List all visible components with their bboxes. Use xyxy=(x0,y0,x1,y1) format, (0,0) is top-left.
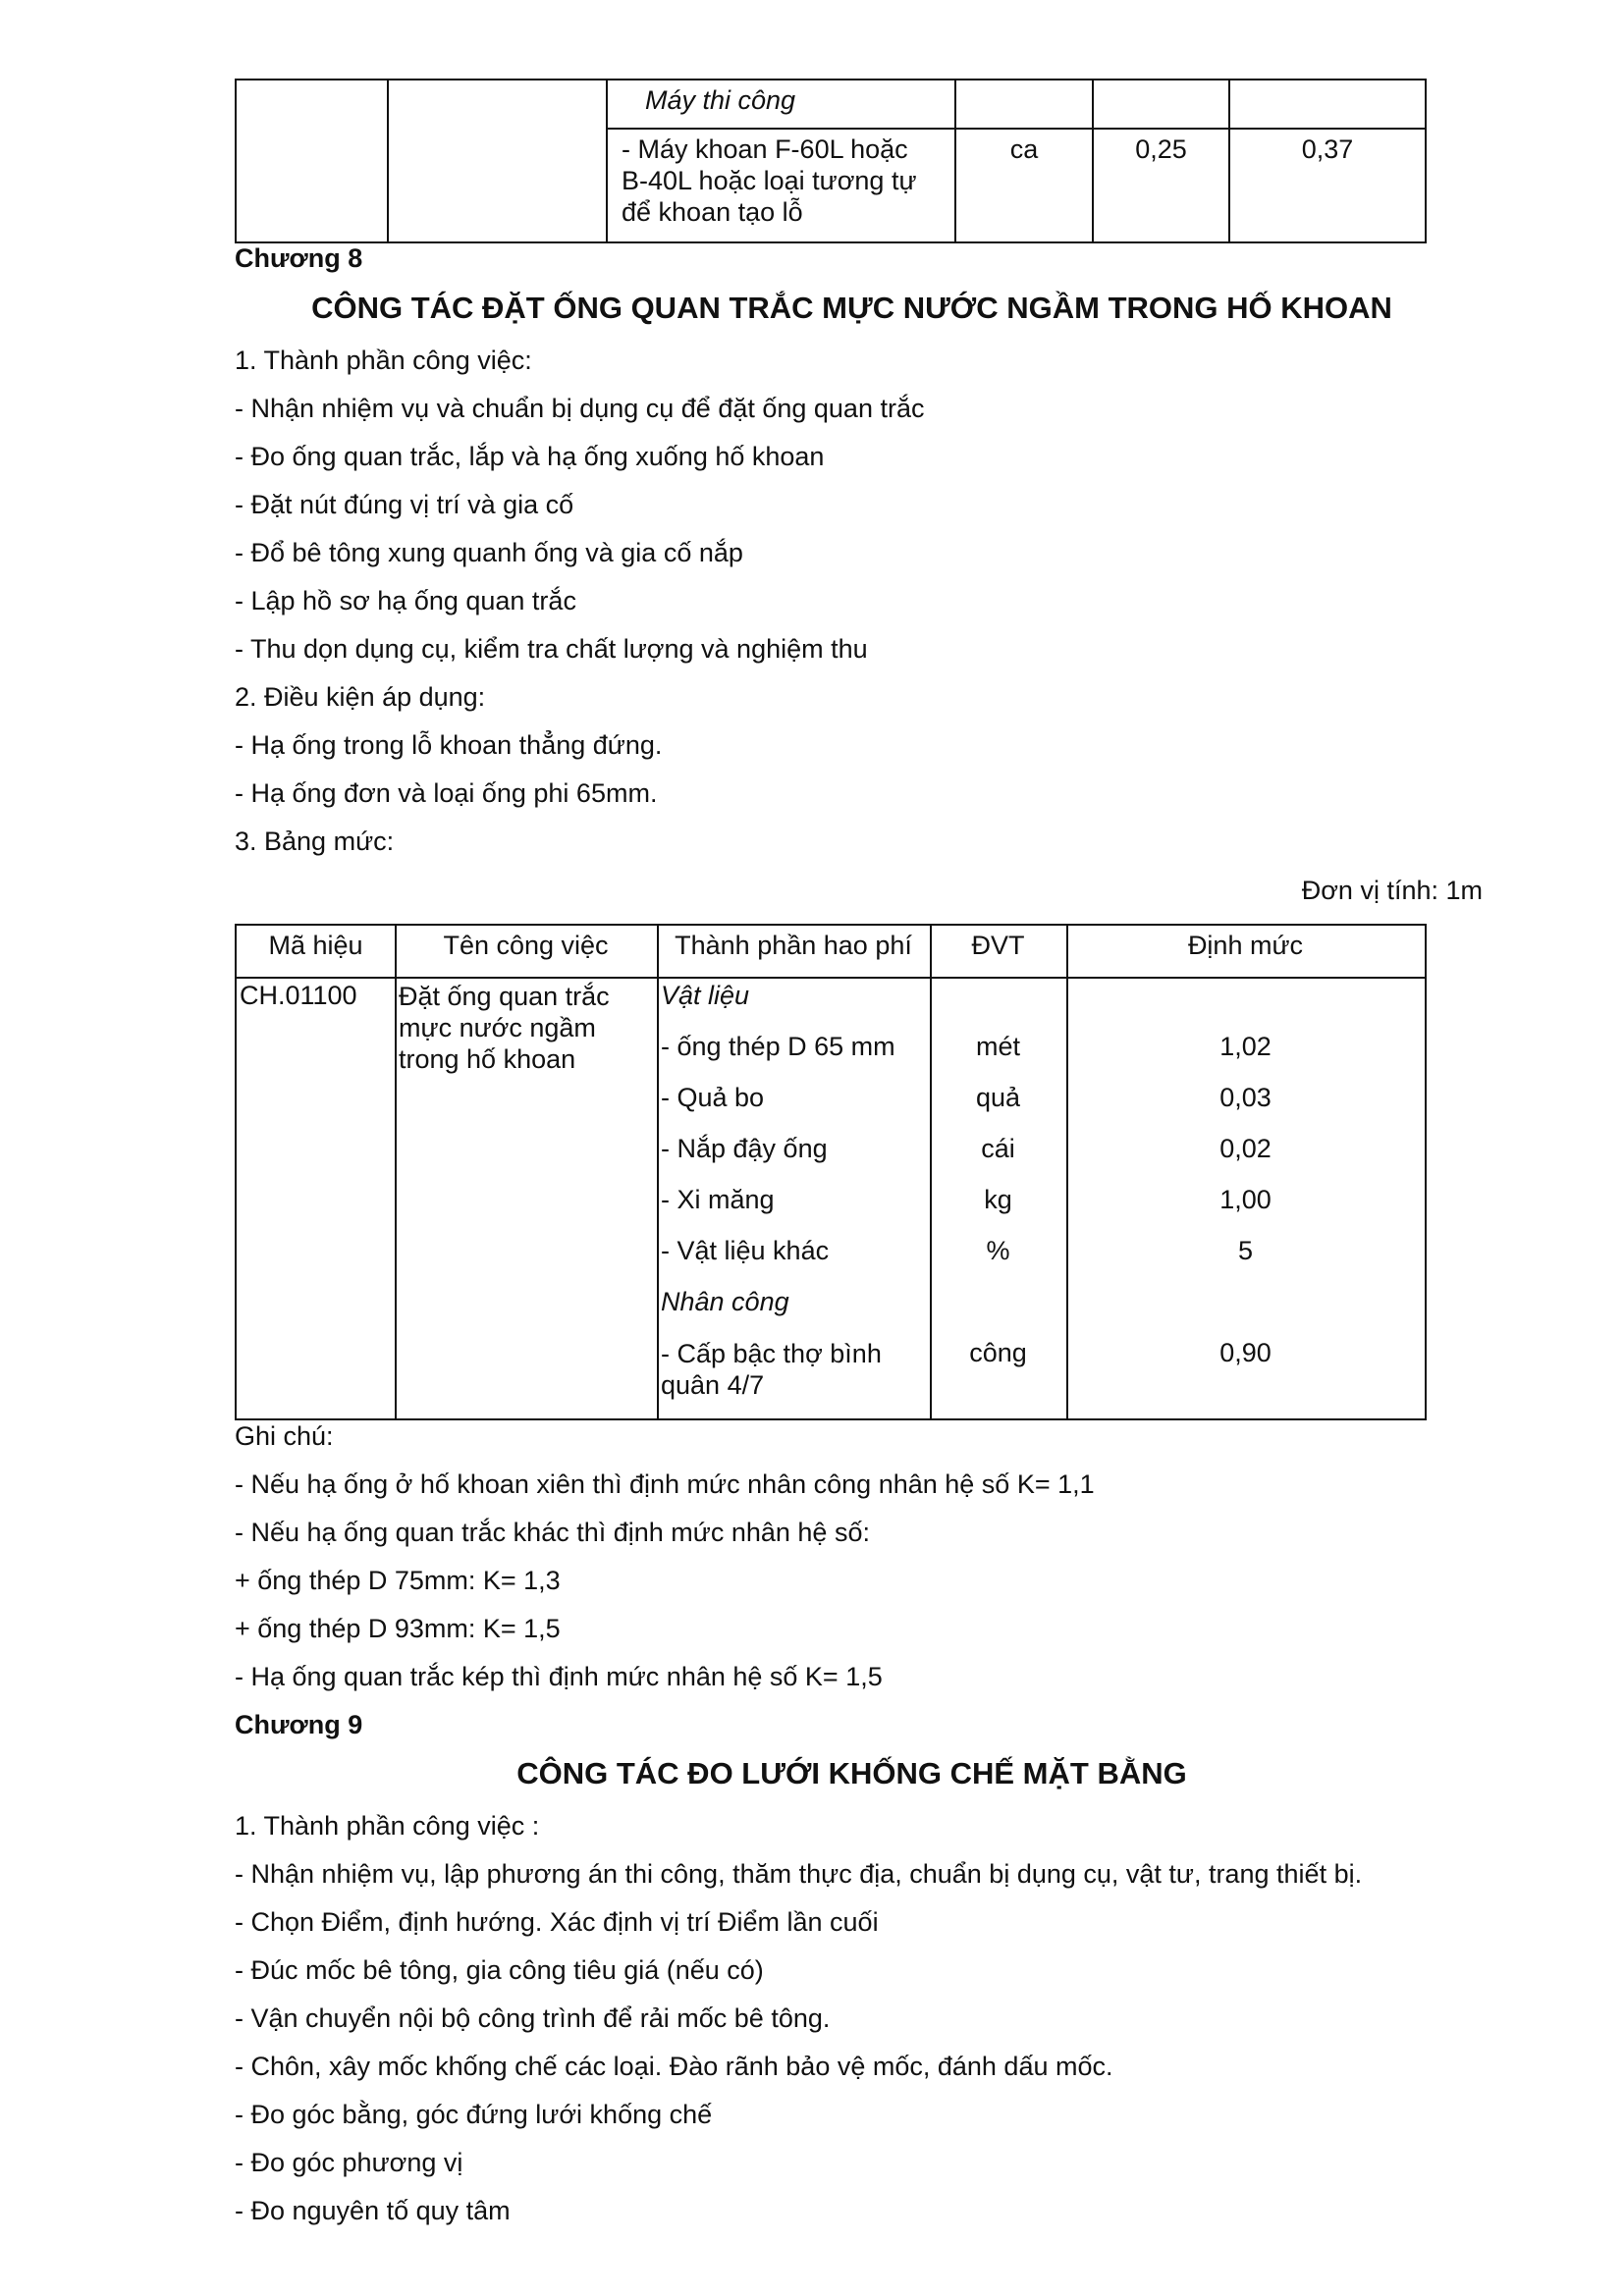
machine-value2: 0,37 xyxy=(1301,134,1354,164)
norm-table xyxy=(235,924,1427,1420)
component-unit: mét xyxy=(975,1032,1020,1061)
machine-item-line: - Máy khoan F-60L hoặc xyxy=(622,134,908,164)
chapter8-line: - Đổ bê tông xung quanh ống và gia cố nắp xyxy=(235,538,743,567)
chapter8-line: 3. Bảng mức: xyxy=(235,827,395,856)
chapter8-line: - Đặt nút đúng vị trí và gia cố xyxy=(235,490,574,519)
component-name xyxy=(661,1338,882,1401)
component-name: - ống thép D 65 mm xyxy=(661,1032,895,1061)
machine-value1: 0,25 xyxy=(1135,134,1187,164)
chapter9-line: - Đúc mốc bê tông, gia công tiêu giá (nếu có) xyxy=(235,1955,764,1985)
chapter8-line: 2. Điều kiện áp dụng: xyxy=(235,682,486,712)
chapter8-line: - Đo ống quan trắc, lắp và hạ ống xuống hố khoan xyxy=(235,442,825,471)
note-line: + ống thép D 75mm: K= 1,3 xyxy=(235,1566,561,1595)
component-name: - Vật liệu khác xyxy=(661,1236,830,1265)
chapter9-line: 1. Thành phần công việc : xyxy=(235,1811,540,1841)
empty-cell xyxy=(388,80,607,242)
note-line: - Nếu hạ ống ở hố khoan xiên thì định mức nhân công nhân hệ số K= 1,1 xyxy=(235,1469,1095,1499)
chapter9-line: - Chọn Điểm, định hướng. Xác định vị trí Điểm lần cuối xyxy=(235,1907,879,1937)
chapter9-line: - Chôn, xây mốc khống chế các loại. Đào rãnh bảo vệ mốc, đánh dấu mốc. xyxy=(235,2052,1113,2081)
component-unit: cái xyxy=(981,1134,1015,1163)
component-unit: quả xyxy=(975,1083,1021,1112)
chapter8-line: 1. Thành phần công việc: xyxy=(235,346,532,375)
col-divider xyxy=(657,926,659,1418)
component-unit: công xyxy=(969,1338,1027,1367)
chapter8-line: - Thu dọn dụng cụ, kiểm tra chất lượng và nghiệm thu xyxy=(235,634,868,664)
component-name: - Quả bo xyxy=(661,1083,765,1112)
machine-value1-cell xyxy=(1093,129,1229,242)
chapter8-line: - Hạ ống trong lỗ khoan thẳng đứng. xyxy=(235,730,663,760)
empty-cell xyxy=(1093,80,1229,129)
chapter9-line: - Đo nguyên tố quy tâm xyxy=(235,2196,511,2225)
chapter8-line: - Nhận nhiệm vụ và chuẩn bị dụng cụ để đặt ống quan trắc xyxy=(235,394,925,423)
top-continuation-table xyxy=(235,79,1427,243)
work-code: CH.01100 xyxy=(240,981,357,1010)
note-line: - Hạ ống quan trắc kép thì định mức nhân hệ số K= 1,5 xyxy=(235,1662,883,1691)
component-group-labor: Nhân công xyxy=(661,1287,789,1316)
chapter9-title: CÔNG TÁC ĐO LƯỚI KHỐNG CHẾ MẶT BẰNG xyxy=(516,1756,1187,1790)
header-divider xyxy=(237,977,1425,979)
component-name: - Xi măng xyxy=(661,1185,775,1214)
header-norm: Định mức xyxy=(1187,931,1304,960)
chapter8-label: Chương 8 xyxy=(235,243,363,273)
component-unit: kg xyxy=(984,1185,1012,1214)
chapter8-title: CÔNG TÁC ĐẶT ỐNG QUAN TRẮC MỰC NƯỚC NGẦM TRONG HỐ KHOAN xyxy=(311,291,1392,325)
machine-group-label: Máy thi công xyxy=(645,85,796,115)
component-name-line: - Cấp bậc thợ bình xyxy=(661,1339,882,1368)
work-name xyxy=(399,981,610,1075)
empty-cell xyxy=(236,80,388,242)
component-value: 0,90 xyxy=(1219,1338,1272,1367)
component-value: 0,03 xyxy=(1219,1083,1272,1112)
component-value: 1,02 xyxy=(1219,1032,1272,1061)
machine-unit-cell xyxy=(955,129,1093,242)
component-unit: % xyxy=(986,1236,1010,1265)
chapter8-line: - Hạ ống đơn và loại ống phi 65mm. xyxy=(235,778,658,808)
note-line: + ống thép D 93mm: K= 1,5 xyxy=(235,1614,561,1643)
machine-item-cell xyxy=(607,129,955,242)
note-line: - Nếu hạ ống quan trắc khác thì định mức nhân hệ số: xyxy=(235,1518,870,1547)
chapter9-line: - Đo góc phương vị xyxy=(235,2148,463,2177)
header-component: Thành phần hao phí xyxy=(675,931,912,960)
chapter8-line: - Lập hồ sơ hạ ống quan trắc xyxy=(235,586,576,615)
component-value: 5 xyxy=(1237,1236,1254,1265)
col-divider xyxy=(395,926,397,1418)
notes-label: Ghi chú: xyxy=(235,1421,334,1451)
unit-note: Đơn vị tính: 1m xyxy=(1301,876,1483,905)
chapter9-line: - Vận chuyển nội bộ công trình để rải mốc bê tông. xyxy=(235,2003,831,2033)
chapter9-line: - Nhận nhiệm vụ, lập phương án thi công, thăm thực địa, chuẩn bị dụng cụ, vật tư, trang thiết bị. xyxy=(235,1859,1363,1889)
machine-group-cell xyxy=(607,80,955,129)
machine-item-line: để khoan tạo lỗ xyxy=(622,197,803,227)
machine-item-line: B-40L hoặc loại tương tự xyxy=(622,166,917,195)
empty-cell xyxy=(955,80,1093,129)
header-unit: ĐVT xyxy=(971,931,1025,960)
component-value: 1,00 xyxy=(1219,1185,1272,1214)
chapter9-line: - Đo góc bằng, góc đứng lưới khống chế xyxy=(235,2100,713,2129)
component-name: - Nắp đậy ống xyxy=(661,1134,828,1163)
machine-unit: ca xyxy=(1009,134,1039,164)
machine-value2-cell xyxy=(1229,129,1426,242)
work-name-line: trong hố khoan xyxy=(399,1044,576,1074)
component-name-line: quân 4/7 xyxy=(661,1370,765,1400)
work-name-line: Đặt ống quan trắc xyxy=(399,982,610,1011)
header-code: Mã hiệu xyxy=(268,931,363,960)
empty-cell xyxy=(1229,80,1426,129)
header-work: Tên công việc xyxy=(443,931,609,960)
component-group-materials: Vật liệu xyxy=(661,981,750,1010)
chapter9-label: Chương 9 xyxy=(235,1710,363,1739)
component-value: 0,02 xyxy=(1219,1134,1272,1163)
work-name-line: mực nước ngầm xyxy=(399,1013,596,1042)
